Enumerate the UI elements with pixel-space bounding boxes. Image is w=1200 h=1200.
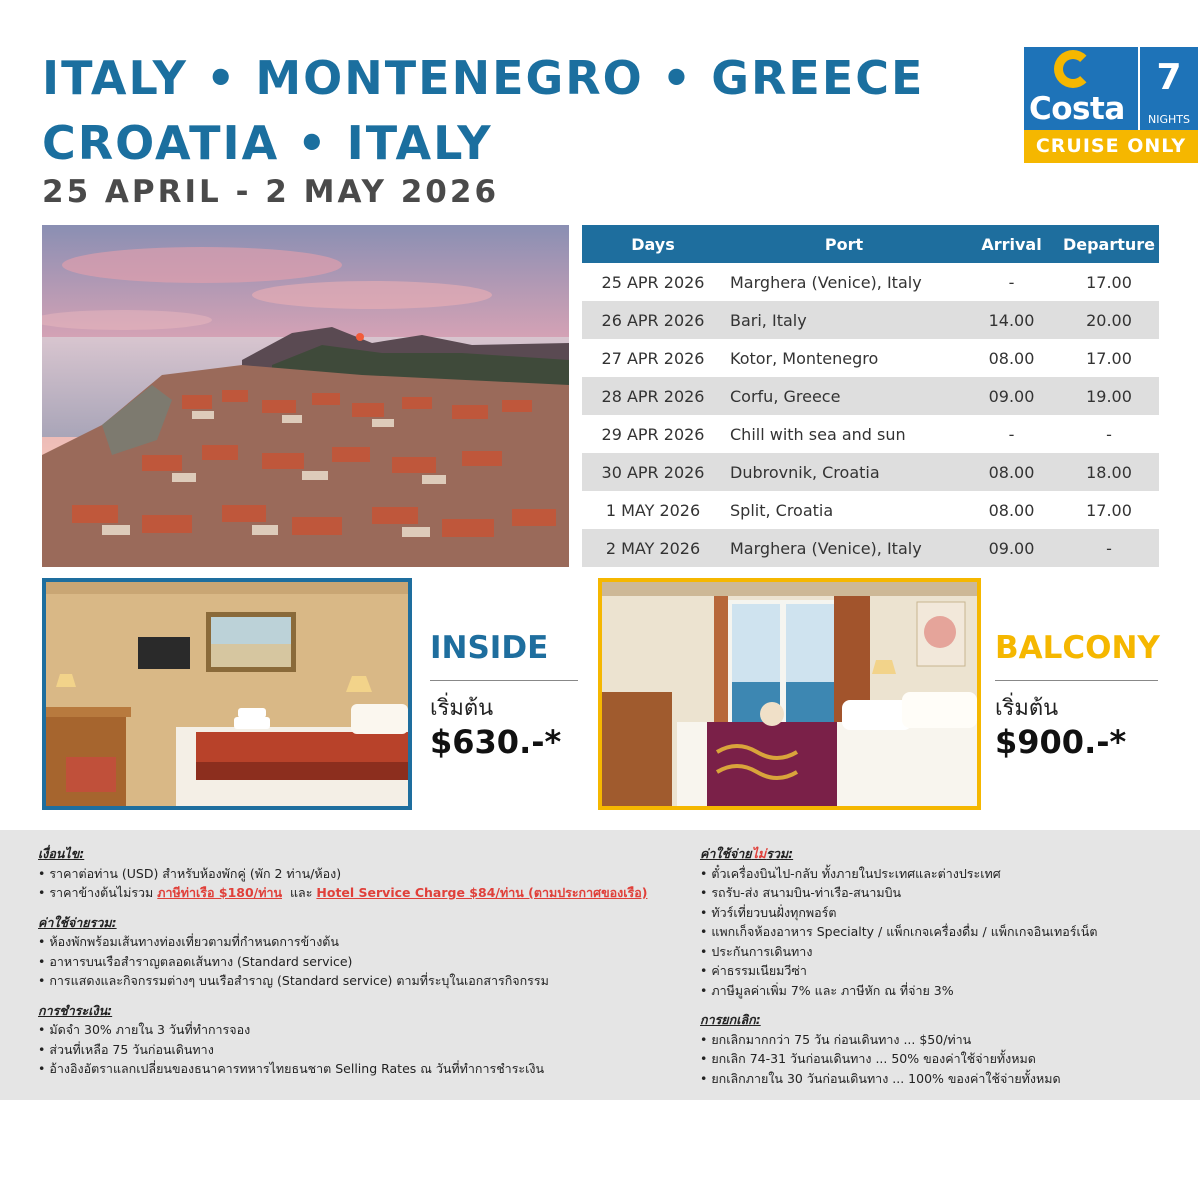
list-item: • ภาษีมูลค่าเพิ่ม 7% และ ภาษีหัก ณ ที่จ่าย 3% [700, 982, 954, 998]
header-arrival: Arrival [964, 225, 1059, 263]
list-item [38, 883, 678, 903]
inside-cabin-photo [42, 578, 412, 810]
list-item: • ทัวร์เที่ยวบนฝั่งทุกพอร์ต [700, 904, 837, 920]
row-arrival: 09.00 [964, 529, 1059, 567]
inside-cabin-illustration [46, 582, 408, 806]
header-departure: Departure [1059, 225, 1159, 263]
row-arrival: 08.00 [988, 348, 1035, 368]
itinerary-table [582, 225, 1159, 567]
row-departure: 17.00 [1086, 272, 1132, 292]
inside-divider [430, 680, 578, 681]
terms-left-column [38, 844, 678, 1089]
excluded-title [700, 844, 1180, 864]
balcony-cabin-illustration [602, 582, 977, 806]
row-arrival: 14.00 [964, 301, 1059, 339]
logo-brand-text: Costa [1029, 91, 1125, 127]
row-arrival: 08.00 [988, 500, 1035, 520]
list-item: • ประกันการเดินทาง [700, 943, 813, 959]
included-section [38, 913, 678, 991]
payment-section [38, 1001, 678, 1079]
row-port: Chill with sea and sun [730, 424, 906, 444]
list-item: • อาหารบนเรือสำราญตลอดเส้นทาง (Standard service) [38, 953, 353, 969]
list-item: • ราคาต่อท่าน (USD) สำหรับห้องพักคู่ (พัก 2 ท่าน/ห้อง) [38, 865, 342, 881]
list-item: • ห้องพักพร้อมเส้นทางท่องเที่ยวตามที่กำหนดการข้างต้น [38, 934, 339, 949]
costa-c-icon [1054, 50, 1092, 88]
inside-price-from-label: เริ่มต้น [430, 696, 494, 721]
balcony-price-from-label: เริ่มต้น [995, 696, 1059, 721]
terms-right-column [700, 844, 1180, 1098]
row-arrival: - [1008, 272, 1015, 292]
cruise-dates: 25 APRIL - 2 MAY 2026 [42, 174, 500, 210]
list-item: • ยกเลิกภายใน 30 วันก่อนเดินทาง ... 100% ของค่าใช้จ่ายทั้งหมด [700, 1070, 1061, 1086]
header-port: Port [724, 225, 964, 263]
row-departure: 17.00 [1086, 500, 1132, 520]
list-item: • การแสดงและกิจกรรมต่างๆ บนเรือสำราญ (Standard service) ตามที่ระบุในเอกสารกิจกรรม [38, 973, 549, 988]
hotel-service-charge-text: Hotel Service Charge $84/ท่าน (ตามประกาศของเรือ) [316, 885, 648, 900]
logo-cruise-only: CRUISE ONLY [1024, 130, 1198, 163]
table-row [582, 301, 1159, 339]
row-port: Kotor, Montenegro [730, 348, 879, 368]
row-departure: 20.00 [1059, 301, 1159, 339]
list-item: • รถรับ-ส่ง สนามบิน-ท่าเรือ-สนามบิน [700, 885, 902, 900]
row-day: 28 APR 2026 [582, 377, 724, 415]
payment-title: การชำระเงิน: [38, 1002, 113, 1018]
cancellation-title: การยกเลิก: [700, 1012, 761, 1027]
excluded-title-post: รวม: [766, 846, 794, 861]
row-day: 1 MAY 2026 [605, 500, 701, 520]
row-departure: 17.00 [1086, 348, 1132, 368]
conditions-title: เงื่อนไข: [38, 846, 85, 861]
header-days: Days [582, 225, 724, 263]
list-item: • ส่วนที่เหลือ 75 วันก่อนเดินทาง [38, 1041, 214, 1057]
row-port: Dubrovnik, Croatia [724, 453, 964, 491]
list-item: • อ้างอิงอัตราแลกเปลี่ยนของธนาคารทหารไทยธนชาต Selling Rates ณ วันที่ทำการชำระเงิน [38, 1061, 545, 1076]
row-day: 2 MAY 2026 [582, 529, 724, 567]
inside-price: $630.-* [430, 723, 562, 761]
excluded-title-not: ไม่ [751, 846, 767, 861]
logo-nights-label: NIGHTS [1148, 113, 1190, 126]
row-arrival: 09.00 [964, 377, 1059, 415]
row-port: Marghera (Venice), Italy [724, 529, 964, 567]
list-item: • ตั๋วเครื่องบินไป-กลับ ทั้งภายในประเทศและต่างประเทศ [700, 865, 1001, 881]
row-day: 30 APR 2026 [582, 453, 724, 491]
balcony-price: $900.-* [995, 723, 1127, 761]
table-row [582, 377, 1159, 415]
row-port: Split, Croatia [730, 500, 834, 520]
list-item: • ค่าธรรมเนียมวีซ่า [700, 963, 807, 978]
costa-logo [1024, 47, 1198, 163]
row-day: 26 APR 2026 [582, 301, 724, 339]
row-arrival: 08.00 [964, 453, 1059, 491]
list-item: • ยกเลิกมากกว่า 75 วัน ก่อนเดินทาง ... $50/ท่าน [700, 1031, 972, 1047]
dubrovnik-illustration [42, 225, 569, 567]
row-port: Corfu, Greece [724, 377, 964, 415]
conditions-section [38, 844, 678, 903]
table-row [582, 263, 1159, 301]
excluded-section [700, 844, 1180, 1000]
row-day: 25 APR 2026 [601, 272, 705, 292]
table-row [582, 415, 1159, 453]
balcony-divider [995, 680, 1158, 681]
port-tax-text: ภาษีท่าเรือ $180/ท่าน [157, 885, 283, 900]
logo-nights-box [1140, 47, 1198, 130]
row-departure: 19.00 [1059, 377, 1159, 415]
table-row [582, 339, 1159, 377]
table-row [582, 529, 1159, 567]
row-day: 29 APR 2026 [601, 424, 705, 444]
conditions-item2-and: และ [282, 885, 317, 900]
cancellation-section [700, 1010, 1180, 1088]
row-departure: - [1059, 529, 1159, 567]
logo-nights-number: 7 [1156, 57, 1182, 98]
logo-brand-box [1024, 47, 1138, 130]
list-item: • ยกเลิก 74-31 วันก่อนเดินทาง ... 50% ของค่าใช้จ่ายทั้งหมด [700, 1051, 1036, 1066]
row-port: Marghera (Venice), Italy [730, 272, 922, 292]
title-line-1: ITALY • MONTENEGRO • GREECE [42, 51, 925, 105]
included-title: ค่าใช้จ่ายรวม: [38, 914, 117, 930]
conditions-item2-prefix: • ราคาข้างต้นไม่รวม [38, 885, 158, 900]
itinerary-header-row [582, 225, 1159, 263]
table-row [582, 453, 1159, 491]
list-item: • มัดจำ 30% ภายใน 3 วันที่ทำการจอง [38, 1022, 251, 1037]
balcony-cabin-photo [598, 578, 981, 810]
row-arrival: - [1008, 424, 1015, 444]
dubrovnik-photo [42, 225, 569, 567]
excluded-title-pre: ค่าใช้จ่าย [700, 846, 752, 861]
terms-section [0, 830, 1200, 1100]
row-departure: 18.00 [1059, 453, 1159, 491]
row-day: 27 APR 2026 [601, 348, 705, 368]
table-row [582, 491, 1159, 529]
title-line-2: CROATIA • ITALY [42, 116, 493, 170]
row-departure: - [1106, 424, 1112, 444]
row-port: Bari, Italy [724, 301, 964, 339]
balcony-cabin-title: BALCONY [995, 630, 1160, 666]
list-item: • แพกเก็จห้องอาหาร Specialty / แพ็กเกจเครื่องดื่ม / แพ็กเกจอินเทอร์เน็ต [700, 924, 1098, 939]
inside-cabin-title: INSIDE [430, 630, 549, 666]
